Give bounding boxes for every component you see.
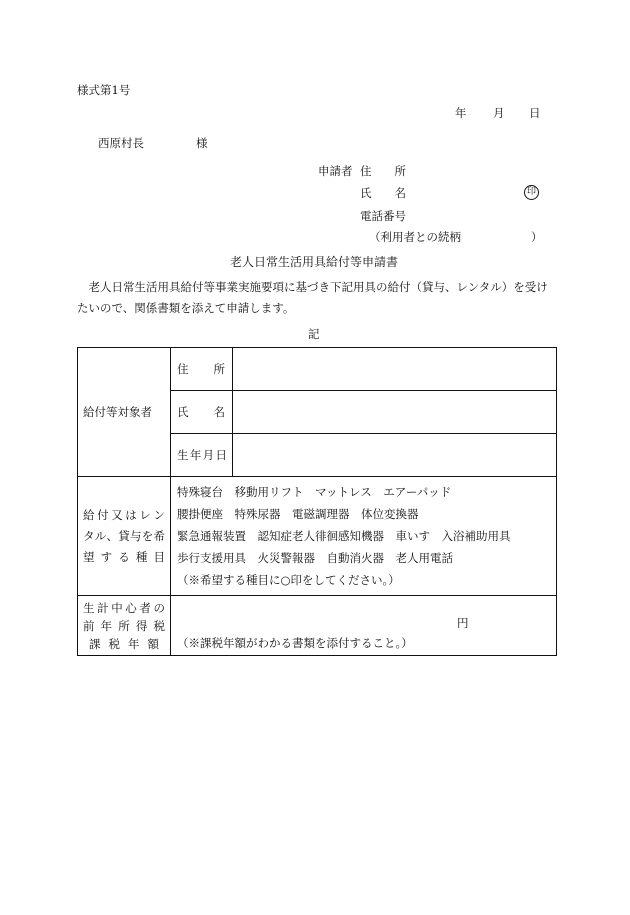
application-table — [77, 347, 557, 656]
equipment-list-cell — [171, 477, 557, 596]
body-line-2: たいので、関係書類を添えて申請します。 — [77, 301, 295, 315]
equipment-row-4[interactable]: 歩行支援用具 火災警報器 自動消火器 老人用電話 — [177, 551, 453, 565]
desired-type-label-cell — [78, 477, 171, 596]
desired-type-label-line-3: 望 す る 種 目 — [83, 549, 165, 564]
address-label-cell — [171, 348, 233, 391]
address-label: 住 所 — [177, 362, 225, 376]
equipment-row-3[interactable]: 緊急通報装置 認知症老人徘徊感知機器 車いす 入浴補助用具 — [177, 529, 511, 543]
body-text — [77, 277, 559, 319]
form-title: 老人日常生活用具給付等申請書 — [230, 255, 399, 269]
income-tax-label-line-1: 生 計 中 心 者 の — [83, 600, 165, 615]
relation-close: ） — [531, 230, 543, 244]
equipment-row-1[interactable]: 特殊寝台 移動用リフト マットレス エアーパッド — [177, 485, 452, 499]
seal-mark: 印 — [524, 185, 539, 200]
dob-label-cell — [171, 434, 233, 477]
name-label-cell — [171, 391, 233, 434]
body-line-1: 老人日常生活用具給付等事業実施要項に基づき下記用具の給付（貸与、レンタル）を受け — [77, 280, 548, 294]
applicant-name-label: 氏 名 — [360, 186, 406, 200]
relation-label: （利用者との続柄 — [369, 230, 461, 244]
dob-label: 生 年 月 日 — [177, 448, 227, 462]
income-tax-label-line-3: 課 税 年 額 — [89, 636, 159, 651]
month-label: 月 — [493, 106, 505, 120]
year-label: 年 — [455, 106, 467, 120]
address-value-cell[interactable] — [233, 348, 557, 391]
income-tax-note: （※課税年額がわかる書類を添付すること。） — [177, 635, 413, 650]
day-label: 日 — [529, 106, 541, 120]
addressee-name: 西原村長 — [98, 136, 144, 150]
applicant-address-label: 住 所 — [360, 164, 406, 178]
applicant-phone-label: 電話番号 — [360, 209, 406, 223]
yen-label: 円 — [457, 615, 469, 630]
table-row — [78, 477, 557, 596]
target-person-label: 給付等対象者 — [83, 405, 152, 419]
income-tax-label-cell — [78, 596, 171, 656]
ki-heading: 記 — [308, 327, 320, 341]
table-row — [78, 348, 557, 391]
date-line — [455, 105, 541, 121]
income-tax-value-cell[interactable] — [171, 596, 557, 656]
table-row — [78, 596, 557, 656]
form-number: 様式第1号 — [77, 83, 131, 97]
name-value-cell[interactable] — [233, 391, 557, 434]
desired-type-label-line-2: タ ル 、 貸 与 を 希 — [83, 528, 165, 543]
addressee-honorific: 様 — [196, 136, 208, 150]
desired-type-label-line-1: 給 付 又 は レ ン — [83, 507, 165, 522]
equipment-note: （※希望する種目に○印をしてください。） — [177, 573, 400, 587]
equipment-row-2[interactable]: 腰掛便座 特殊尿器 電磁調理器 体位変換器 — [177, 507, 419, 521]
applicant-label: 申請者 — [318, 164, 353, 178]
name-label: 氏 名 — [177, 405, 225, 419]
income-tax-label-line-2: 前 年 所 得 税 — [83, 618, 165, 633]
target-person-label-cell — [78, 348, 171, 477]
dob-value-cell[interactable] — [233, 434, 557, 477]
yen-row — [177, 613, 550, 633]
